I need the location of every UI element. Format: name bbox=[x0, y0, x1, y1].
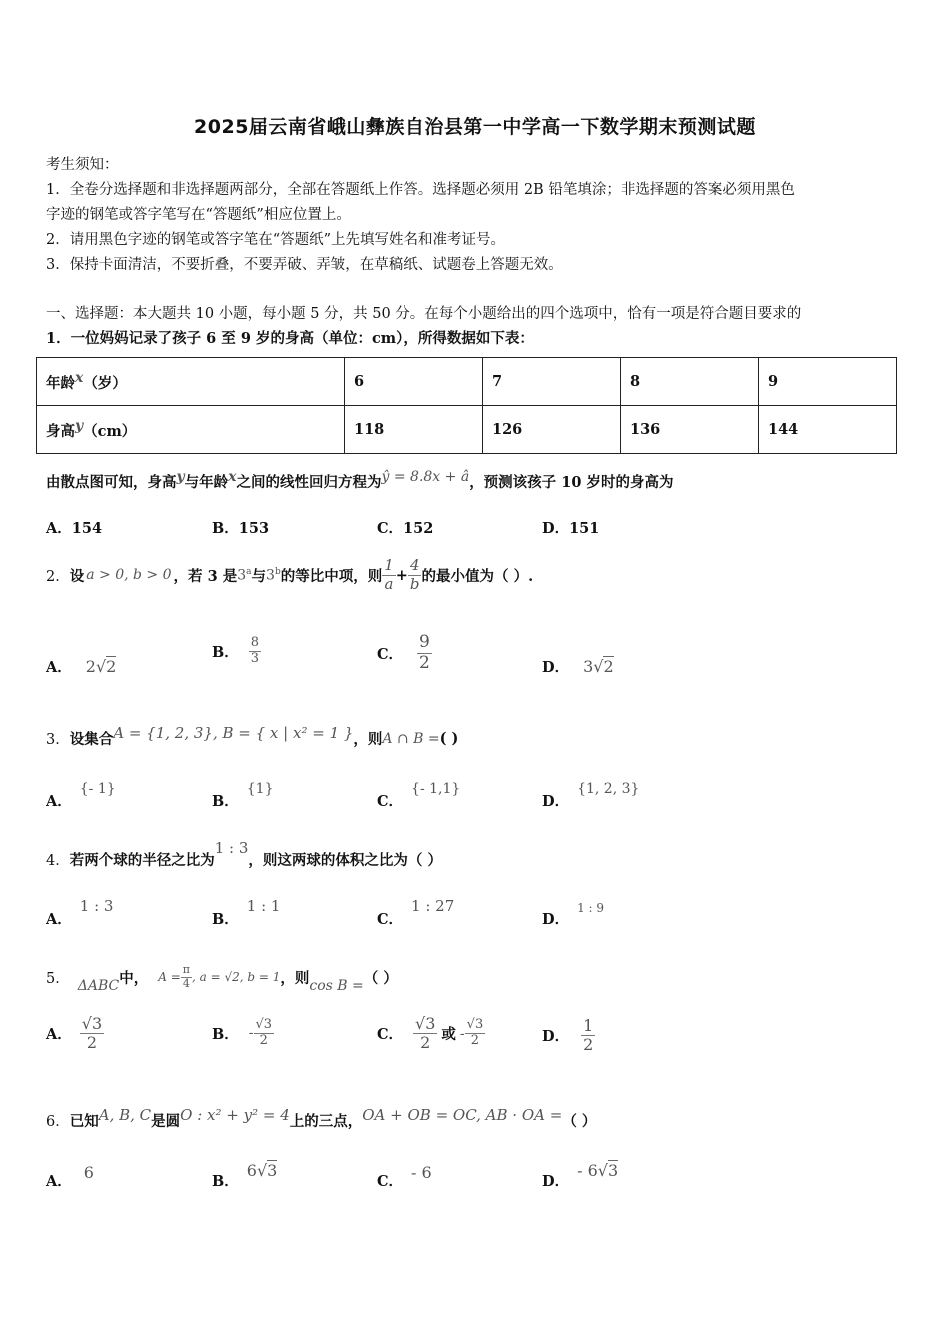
option-value bbox=[581, 1017, 595, 1055]
numerator: 1 bbox=[583, 1016, 594, 1035]
option-label: B． bbox=[212, 911, 239, 928]
q3-text: ( ) bbox=[439, 730, 459, 747]
q6-points: A, B, C bbox=[98, 1106, 152, 1124]
option-value: 2√2 bbox=[85, 657, 117, 676]
denominator: 2 bbox=[419, 652, 430, 673]
radicand: 2 bbox=[106, 657, 117, 676]
q5-sides: , a = √2, b = 1 bbox=[192, 970, 281, 984]
exponent: b bbox=[274, 566, 281, 577]
option-label: B． bbox=[212, 1025, 239, 1043]
table-cell: 6 bbox=[345, 358, 483, 406]
q1-text: 与年龄 bbox=[184, 473, 229, 491]
option-label: A． bbox=[46, 659, 72, 676]
numerator: 1 bbox=[384, 556, 394, 575]
q1-text: 由散点图可知，身高 bbox=[46, 473, 177, 491]
q3-text: ，则 bbox=[353, 731, 383, 748]
q2-option-a[interactable] bbox=[46, 656, 116, 677]
q3-option-c[interactable] bbox=[377, 781, 461, 811]
radicand: 2 bbox=[603, 657, 614, 676]
q4-stem bbox=[46, 839, 442, 870]
notice-line-2: 2．请用黑色字迹的钢笔或答字笔在“答题纸”上先填写姓名和准考证号。 bbox=[46, 232, 506, 248]
exponent: a bbox=[246, 566, 252, 577]
option-value: 6√3 bbox=[246, 1161, 278, 1180]
option-value: 153 bbox=[238, 520, 270, 537]
option-label: B． bbox=[212, 1173, 239, 1190]
fraction-1-over-a bbox=[382, 557, 396, 593]
numerator: π bbox=[182, 962, 190, 976]
q4-option-c[interactable] bbox=[377, 897, 455, 929]
denominator: b bbox=[409, 574, 420, 593]
option-value bbox=[80, 1015, 104, 1053]
q5-option-c[interactable] bbox=[377, 1015, 485, 1053]
q5-triangle: ΔABC bbox=[77, 978, 120, 994]
denominator: 2 bbox=[583, 1035, 594, 1055]
option-label: C． bbox=[377, 520, 404, 537]
power-3a bbox=[237, 567, 251, 584]
q1-option-b[interactable] bbox=[212, 517, 269, 538]
numerator: √3 bbox=[466, 1017, 484, 1033]
option-label: C． bbox=[377, 911, 404, 928]
option-value: {1} bbox=[246, 781, 274, 797]
q1-text: 之间的线性回归方程为 bbox=[236, 473, 382, 491]
q6-circle: O : x² + y² = 4 bbox=[180, 1106, 290, 1124]
or-text: 或 bbox=[441, 1026, 456, 1044]
denominator: a bbox=[384, 574, 394, 593]
q4-option-d[interactable] bbox=[542, 901, 605, 929]
option-value: 1 : 9 bbox=[577, 901, 605, 915]
option-value: 1 : 27 bbox=[411, 897, 455, 915]
q4-ratio: 1 : 3 bbox=[214, 839, 249, 857]
q5-text: ，则 bbox=[280, 969, 310, 987]
q6-text: 已知 bbox=[69, 1113, 99, 1130]
denominator: 4 bbox=[182, 976, 190, 990]
row-label-text: 身高 bbox=[46, 422, 75, 440]
q5-expression: cos B = bbox=[309, 978, 364, 994]
radicand: 3 bbox=[607, 1161, 619, 1180]
notice-line-1a: 1．全卷分选择题和非选择题两部分，全部在答题纸上作答。选择题必须用 2B 铅笔填涂；非选择题的答案必须用黑色 bbox=[46, 182, 795, 198]
option-value: {1, 2, 3} bbox=[577, 781, 640, 797]
table-cell: 118 bbox=[345, 406, 483, 454]
coefficient: 6 bbox=[246, 1161, 257, 1180]
page-title: 2025届云南省峨山彝族自治县第一中学高一下数学期末预测试题 bbox=[194, 116, 756, 138]
pi-over-4 bbox=[181, 964, 192, 990]
option-label: B． bbox=[212, 520, 239, 537]
q5-option-a[interactable] bbox=[46, 1015, 104, 1053]
table-cell: 126 bbox=[483, 406, 621, 454]
denominator: 2 bbox=[420, 1033, 431, 1053]
q6-stem bbox=[46, 1106, 597, 1131]
option-value: - 6 bbox=[411, 1163, 432, 1182]
q1-option-a[interactable] bbox=[46, 517, 102, 538]
q2-text: 与 bbox=[251, 567, 267, 585]
q3-option-b[interactable] bbox=[212, 781, 274, 811]
plus-sign: + bbox=[395, 566, 408, 584]
option-label: A． bbox=[46, 520, 72, 537]
q6-option-a[interactable] bbox=[46, 1163, 94, 1191]
q2-text: ，若 3 是 bbox=[173, 567, 238, 585]
regression-equation: ŷ = 8.8x + â bbox=[381, 468, 470, 485]
q3-stem bbox=[46, 723, 459, 749]
numerator: 4 bbox=[409, 556, 420, 575]
q1-conclusion bbox=[46, 469, 673, 492]
q2-option-b[interactable] bbox=[212, 636, 261, 667]
denominator: 2 bbox=[470, 1033, 480, 1049]
coefficient: 2 bbox=[85, 657, 96, 676]
q3-option-d[interactable] bbox=[542, 781, 640, 811]
option-label: C． bbox=[377, 793, 404, 810]
option-value-1 bbox=[413, 1015, 437, 1053]
q3-number: 3． bbox=[46, 732, 70, 748]
row-unit: （岁） bbox=[83, 374, 127, 392]
option-value: 152 bbox=[403, 520, 434, 537]
option-value bbox=[254, 1018, 275, 1049]
table-cell: 7 bbox=[483, 358, 621, 406]
fraction-4-over-b bbox=[408, 557, 422, 593]
base: 3 bbox=[266, 567, 275, 584]
q6-option-d[interactable] bbox=[542, 1161, 619, 1191]
q4-text: ，则这两球的体积之比为（ ） bbox=[248, 852, 442, 869]
numerator: 9 bbox=[419, 632, 430, 652]
q1-option-c[interactable] bbox=[377, 517, 433, 538]
q1-option-d[interactable] bbox=[542, 517, 599, 538]
notice-heading: 考生须知： bbox=[46, 157, 119, 173]
q6-number: 6． bbox=[46, 1114, 70, 1130]
option-label: D． bbox=[542, 1173, 570, 1190]
q5-angle: A = bbox=[158, 970, 181, 984]
q2-text: 的等比中项，则 bbox=[280, 567, 383, 585]
table-row-label bbox=[37, 406, 345, 454]
q5-option-b[interactable] bbox=[212, 1018, 274, 1049]
option-label: B． bbox=[212, 643, 239, 661]
q3-option-a[interactable] bbox=[46, 781, 116, 811]
numerator: √3 bbox=[415, 1014, 436, 1033]
q2-number: 2． bbox=[46, 568, 70, 585]
q6-option-b[interactable] bbox=[212, 1161, 278, 1191]
var-y: y bbox=[75, 418, 84, 435]
option-value: 3√2 bbox=[583, 657, 614, 676]
table-row bbox=[37, 358, 897, 406]
var-y: y bbox=[176, 469, 185, 485]
base: 3 bbox=[237, 567, 247, 584]
option-label: D． bbox=[542, 911, 570, 928]
table-cell: 136 bbox=[621, 406, 759, 454]
option-value: 1 : 3 bbox=[79, 897, 114, 915]
q5-option-d[interactable] bbox=[542, 1017, 595, 1055]
q6-option-c[interactable] bbox=[377, 1163, 432, 1191]
option-value bbox=[417, 633, 432, 673]
table-row-label bbox=[37, 358, 345, 406]
table-row bbox=[37, 406, 897, 454]
q4-option-a[interactable] bbox=[46, 897, 114, 929]
option-label: C． bbox=[377, 645, 404, 663]
option-label: A． bbox=[46, 1026, 72, 1044]
option-label: D． bbox=[542, 659, 570, 676]
option-label: B． bbox=[212, 793, 239, 810]
option-value: 6 bbox=[83, 1163, 94, 1182]
option-value: 154 bbox=[71, 520, 103, 537]
q2-text: 设 bbox=[69, 567, 85, 585]
minus-sign: - bbox=[248, 1025, 254, 1042]
denominator: 2 bbox=[86, 1033, 98, 1053]
option-label: A． bbox=[46, 793, 72, 810]
radicand: 3 bbox=[267, 1161, 278, 1180]
q4-text: 若两个球的半径之比为 bbox=[69, 852, 215, 869]
numerator: √3 bbox=[81, 1014, 103, 1033]
q3-expression: A ∩ B = bbox=[382, 730, 440, 747]
option-value-2 bbox=[465, 1018, 486, 1049]
q4-option-b[interactable] bbox=[212, 897, 281, 929]
option-label: D． bbox=[542, 793, 570, 810]
denominator: 3 bbox=[250, 650, 260, 666]
q5-text: （ ） bbox=[363, 969, 398, 987]
var-x: x bbox=[75, 370, 84, 387]
q2-text: 的最小值为（ ）. bbox=[421, 567, 534, 585]
option-value bbox=[249, 636, 261, 667]
q1-data-table bbox=[36, 357, 897, 454]
q2-option-d[interactable] bbox=[542, 656, 614, 677]
table-cell: 144 bbox=[759, 406, 897, 454]
q2-condition: a > 0, b > 0 bbox=[86, 567, 172, 583]
option-label: D． bbox=[542, 520, 570, 537]
option-label: C． bbox=[377, 1173, 404, 1190]
notice-line-1b: 字迹的钢笔或答字笔写在“答题纸”相应位置上。 bbox=[46, 207, 351, 223]
q1-text: ，预测该孩子 10 岁时的身高为 bbox=[469, 473, 674, 491]
denominator: 2 bbox=[259, 1032, 268, 1048]
var-x: x bbox=[228, 469, 237, 485]
numerator: 8 bbox=[250, 635, 260, 650]
numerator: √3 bbox=[255, 1017, 273, 1032]
q4-number: 4． bbox=[46, 853, 70, 869]
row-unit: （cm） bbox=[83, 422, 137, 440]
q2-stem bbox=[46, 550, 533, 600]
q6-vectors: OA + OB = OC, AB · OA = bbox=[362, 1106, 563, 1124]
q6-text: （ ） bbox=[562, 1113, 597, 1130]
q5-number: 5． bbox=[46, 970, 70, 987]
option-label: D． bbox=[542, 1028, 570, 1046]
q6-text: 上的三点， bbox=[289, 1113, 363, 1130]
coefficient: 3 bbox=[583, 657, 594, 676]
q1-stem: 1．一位妈妈记录了孩子 6 至 9 岁的身高（单位：cm），所得数据如下表： bbox=[46, 330, 534, 347]
option-label: C． bbox=[377, 1026, 404, 1044]
q3-text: 设集合 bbox=[69, 731, 114, 748]
option-label: A． bbox=[46, 1173, 72, 1190]
option-label: A． bbox=[46, 911, 72, 928]
option-value: {- 1,1} bbox=[411, 781, 461, 797]
q6-text: 是圆 bbox=[151, 1113, 181, 1130]
option-value: - 6√3 bbox=[577, 1161, 619, 1180]
notice-line-3: 3．保持卡面清洁，不要折叠，不要弄破、弄皱，在草稿纸、试题卷上答题无效。 bbox=[46, 257, 563, 273]
q3-sets: A = {1, 2, 3}, B = { x | x² = 1 } bbox=[113, 723, 354, 742]
section-heading: 一、选择题：本大题共 10 小题，每小题 5 分，共 50 分。在每个小题给出的四个选项中，恰有一项是符合题目要求的 bbox=[46, 306, 802, 322]
minus-sign: - bbox=[459, 1025, 465, 1042]
q2-option-c[interactable] bbox=[377, 633, 432, 673]
table-cell: 8 bbox=[621, 358, 759, 406]
option-value: 1 : 1 bbox=[246, 897, 281, 915]
power-3b bbox=[266, 567, 281, 584]
option-value: {- 1} bbox=[79, 781, 116, 797]
coefficient: - 6 bbox=[577, 1161, 598, 1180]
table-cell: 9 bbox=[759, 358, 897, 406]
q5-text: 中， bbox=[119, 969, 149, 987]
option-value: 151 bbox=[569, 520, 600, 537]
q5-stem bbox=[46, 955, 398, 999]
row-label-text: 年龄 bbox=[46, 374, 75, 392]
